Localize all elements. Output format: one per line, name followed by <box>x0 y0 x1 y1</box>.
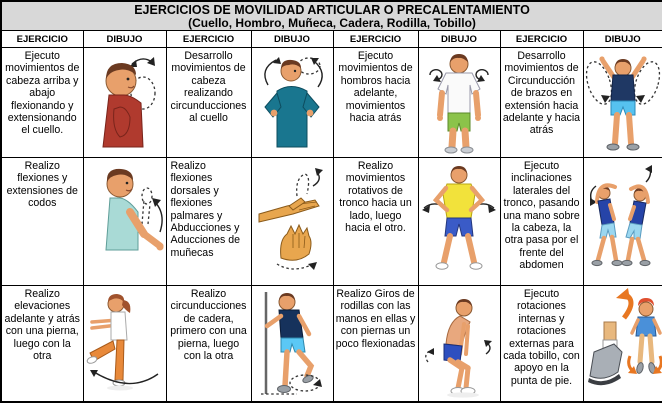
exercise-cell <box>333 48 418 158</box>
drawing-cell <box>251 286 333 402</box>
exercise-text: Realizo flexiones y extensiones de codos <box>6 160 78 210</box>
exercise-cell <box>333 286 418 402</box>
exercise-cell <box>166 48 251 158</box>
column-header-ejercicio-1: EJERCICIO <box>1 31 83 48</box>
column-header-dibujo-1: DIBUJO <box>83 31 166 48</box>
exercise-cell <box>1 48 83 158</box>
leg-elevation-drawing <box>86 288 164 400</box>
trunk-lateral-inclination-drawing <box>584 162 662 282</box>
wrist-flexion-hands-drawing <box>253 162 331 282</box>
exercise-text: Ejecuto rotaciones internas y rotaciones externas para cada tobillo, con apoyo en la punta de pie. <box>503 288 580 387</box>
ankle-rotation-drawing <box>584 288 662 400</box>
drawing-cell <box>583 158 662 286</box>
table-title-cell <box>1 1 662 31</box>
column-header-ejercicio-2: EJERCICIO <box>166 31 251 48</box>
page-subtitle: (Cuello, Hombro, Muñeca, Cadera, Rodilla, Tobillo) <box>188 16 476 30</box>
exercise-text: Realizo Giros de rodillas con las manos en ellas y con piernas un poco flexionadas <box>335 288 416 350</box>
exercise-cell <box>1 286 83 402</box>
column-header-dibujo-3: DIBUJO <box>418 31 500 48</box>
elbow-flexion-extension-drawing <box>86 162 164 282</box>
exercise-text: Ejecuto movimientos de hombros hacia adelante, movimientos hacia atrás <box>338 50 413 125</box>
drawing-cell <box>418 48 500 158</box>
neck-circumduction-drawing <box>253 51 331 155</box>
exercise-text: Desarrollo movimientos de cabeza realizando circunducciones al cuello <box>170 50 247 125</box>
exercise-cell <box>500 158 583 286</box>
drawing-cell <box>83 48 166 158</box>
exercise-text: Realizo circunducciones de cadera, primero con una pierna, luego con la otra <box>170 288 247 363</box>
column-header-dibujo-4: DIBUJO <box>583 31 662 48</box>
exercise-cell <box>500 286 583 402</box>
exercise-text: Realizo movimientos rotativos de tronco hacia un lado, luego hacia el otro. <box>339 160 412 235</box>
exercise-text: Ejecuto movimientos de cabeza arriba y abajo flexionando y extensionando el cuello. <box>5 50 80 137</box>
column-header-ejercicio-3: EJERCICIO <box>333 31 418 48</box>
trunk-rotation-drawing <box>420 162 498 282</box>
column-header-dibujo-2: DIBUJO <box>251 31 333 48</box>
exercise-cell <box>1 158 83 286</box>
column-header-ejercicio-4: EJERCICIO <box>500 31 583 48</box>
exercise-text: Ejecuto inclinaciones laterales del tronco, pasando una mano sobre la cabeza, la otra pasa por el frente del abdomen <box>503 160 580 272</box>
drawing-cell <box>83 158 166 286</box>
exercise-cell <box>166 158 251 286</box>
drawing-cell <box>251 158 333 286</box>
exercise-cell <box>166 286 251 402</box>
shoulder-rolls-drawing <box>420 51 498 155</box>
drawing-cell <box>583 286 662 402</box>
exercise-cell <box>333 158 418 286</box>
page-title: EJERCICIOS DE MOVILIDAD ARTICULAR O PRECALENTAMIENTO <box>134 3 530 17</box>
drawing-cell <box>251 48 333 158</box>
drawing-cell <box>583 48 662 158</box>
drawing-cell <box>83 286 166 402</box>
exercise-cell <box>500 48 583 158</box>
head-flexion-extension-drawing <box>86 51 164 155</box>
drawing-cell <box>418 286 500 402</box>
drawing-cell <box>418 158 500 286</box>
hip-circumduction-drawing <box>253 288 331 400</box>
knee-rotation-drawing <box>420 288 498 400</box>
exercise-text: Desarrollo movimientos de Circunducción de brazos en extensión hacia adelante y hacia atrás <box>502 50 581 137</box>
exercise-text: Realizo elevaciones adelante y atrás con una pierna, luego con la otra <box>4 288 80 363</box>
arm-circumduction-drawing <box>584 51 662 155</box>
exercise-text: Realizo flexiones dorsales y flexiones palmares y Abducciones y Aducciones de muñecas <box>170 160 240 259</box>
